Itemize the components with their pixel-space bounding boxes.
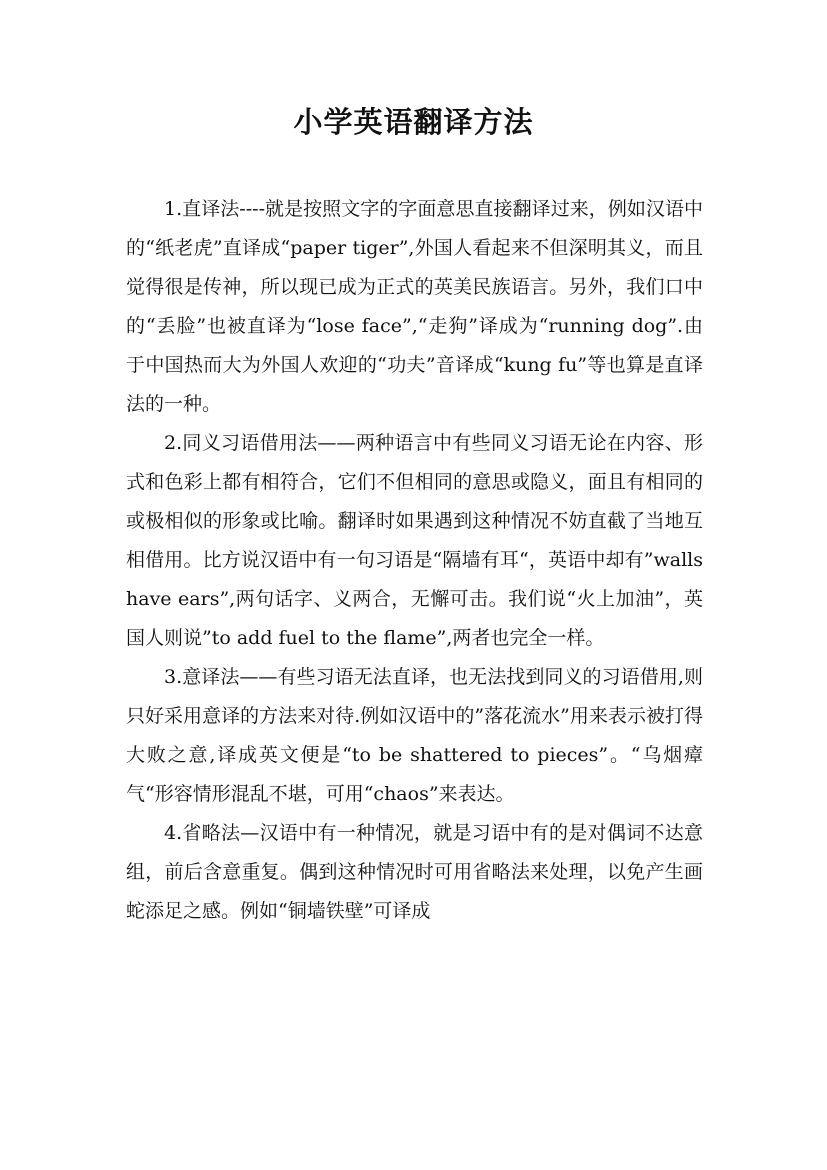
paragraph-omission: 4.省略法—汉语中有一种情况，就是习语中有的是对偶词不达意组，前后含意重复。偶到这种情况时可用省略法来处理，以免产生画蛇添足之感。例如“铜墙铁壁”可译成 [126,822,703,922]
document-body [126,190,703,931]
document-title: 小学英语翻译方法 [293,105,534,139]
paragraph-literal-translation: 1.直译法----就是按照文字的字面意思直接翻译过来，例如汉语中的“纸老虎”直译成“paper tiger”,外国人看起来不但深明其义，而且觉得很是传神，所以现已成为正式的英美民族语言。另外，我们口中的“丢脸”也被直译为“lose face”,“走狗”译成为“running dog”.由于中国热而大为外国人欢迎的“功夫”音译成“kung fu”等也算是直译法的一种。 [126,198,703,415]
paragraph-synonym-idiom-borrowing: 2.同义习语借用法——两种语言中有些同义习语无论在内容、形式和色彩上都有相符合，它们不但相同的意思或隐义，面且有相同的或极相似的形象或比喻。翻译时如果遇到这种情况不妨直截了当地互相借用。比方说汉语中有一句习语是“隔墙有耳“，英语中却有”walls have ears”,两句话字、义两合，无懈可击。我们说“火上加油”，英国人则说”to add fuel to the flame”,两者也完全一样。 [126,432,703,649]
paragraph-free-translation: 3.意译法——有些习语无法直译，也无法找到同义的习语借用,则只好采用意译的方法来对待.例如汉语中的”落花流水”用来表示被打得大败之意,译成英文便是“to be shattered to pieces”。“乌烟瘴气“形容情形混乱不堪，可用“chaos”来表达。 [126,666,703,805]
